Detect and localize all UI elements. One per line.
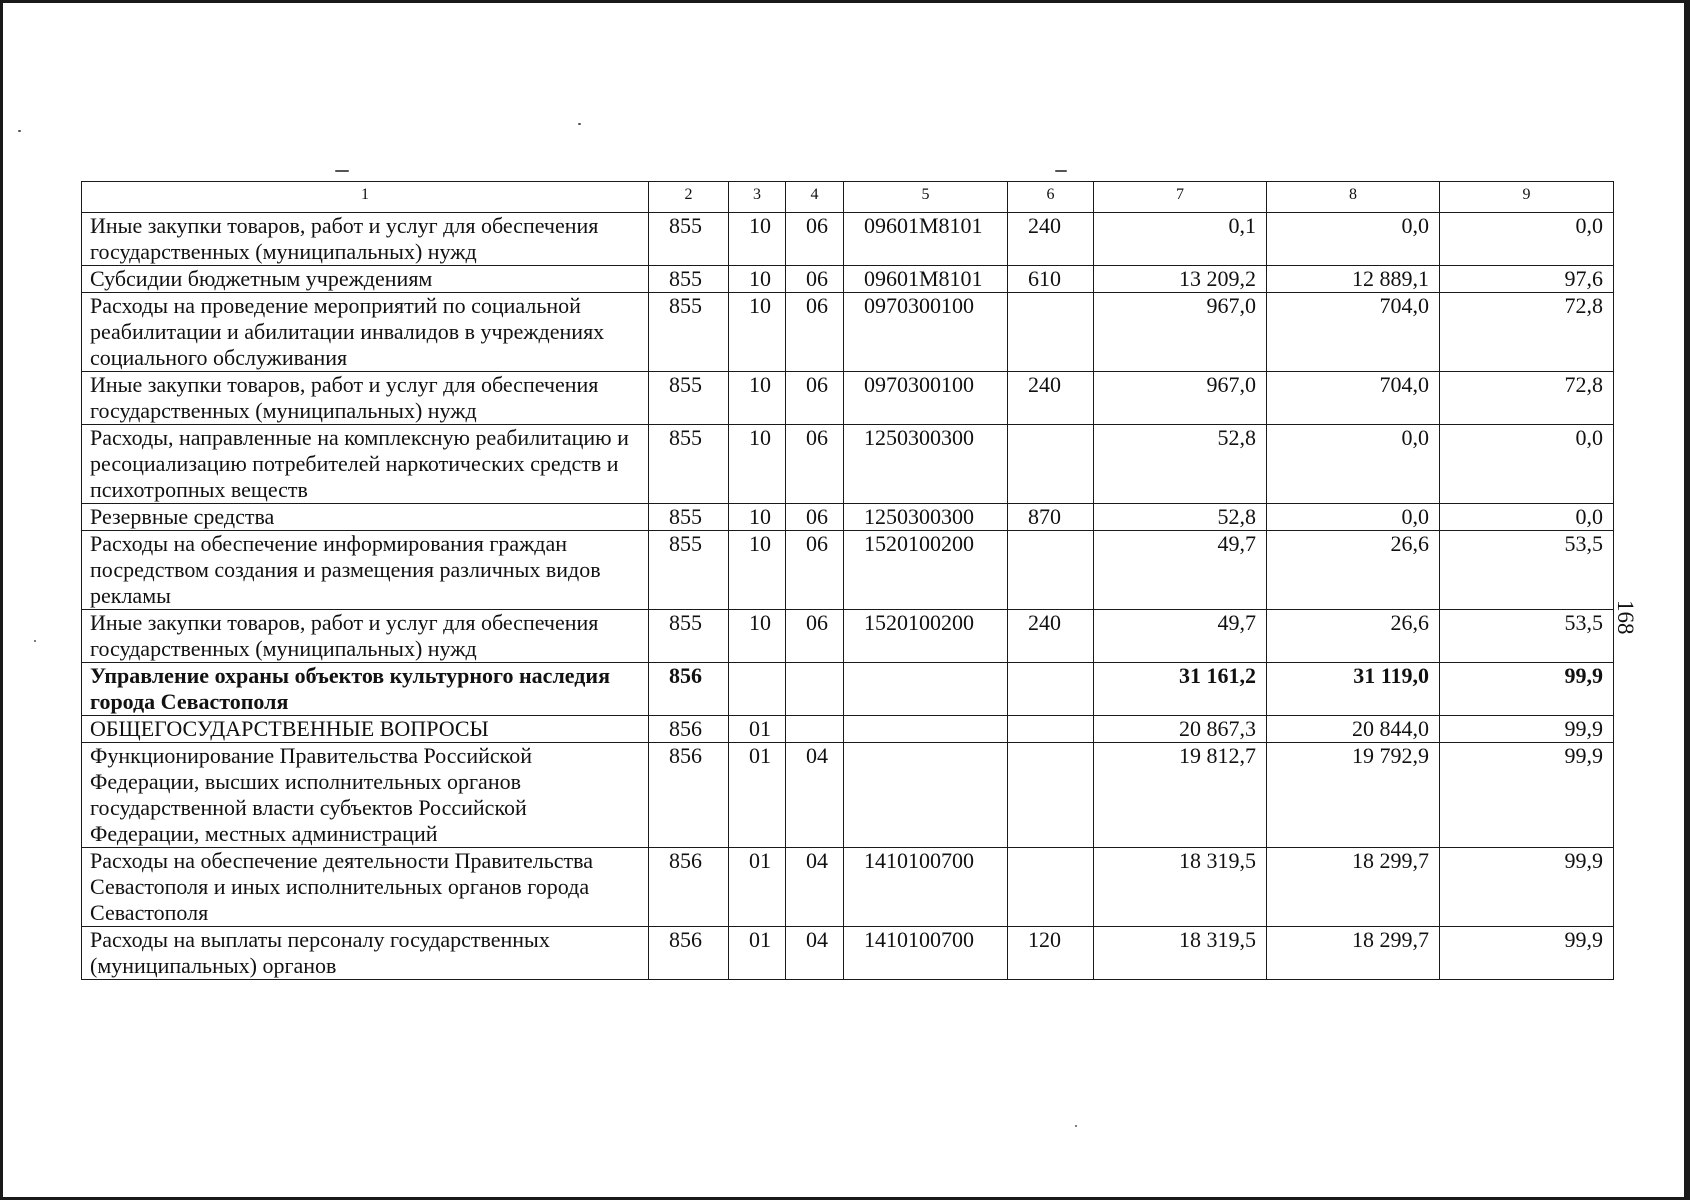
page-number: 168 — [1613, 600, 1638, 635]
target-article-cell — [844, 716, 1008, 743]
section-cell: 10 — [729, 372, 786, 425]
execution-percent-cell: 99,9 — [1440, 927, 1614, 980]
row-name-cell: Функционирование Правительства Российской Федерации, высших исполнительных органов государственной власти субъектов Российской Федерации, местных администраций — [82, 743, 649, 848]
expense-type-cell — [1008, 293, 1094, 372]
expense-type-cell: 240 — [1008, 213, 1094, 266]
planned-amount-cell: 52,8 — [1094, 504, 1267, 531]
column-header: 9 — [1440, 182, 1614, 213]
execution-percent-cell: 72,8 — [1440, 293, 1614, 372]
subsection-cell: 06 — [786, 610, 844, 663]
row-name-cell: Расходы, направленные на комплексную реабилитацию и ресоциализацию потребителей наркотических средств и психотропных веществ — [82, 425, 649, 504]
executed-amount-cell: 0,0 — [1267, 504, 1440, 531]
subsection-cell: 06 — [786, 531, 844, 610]
admin-code-cell: 856 — [649, 743, 729, 848]
column-header: 4 — [786, 182, 844, 213]
target-article-cell — [844, 663, 1008, 716]
expense-type-cell: 240 — [1008, 372, 1094, 425]
planned-amount-cell: 19 812,7 — [1094, 743, 1267, 848]
scan-speck — [1055, 170, 1067, 172]
execution-percent-cell: 99,9 — [1440, 663, 1614, 716]
execution-percent-cell: 72,8 — [1440, 372, 1614, 425]
scan-speck — [34, 640, 36, 642]
table-row — [82, 266, 1614, 293]
subsection-cell: 06 — [786, 372, 844, 425]
table-row — [82, 425, 1614, 504]
column-header: 5 — [844, 182, 1008, 213]
subsection-cell: 06 — [786, 293, 844, 372]
planned-amount-cell: 0,1 — [1094, 213, 1267, 266]
table-row — [82, 213, 1614, 266]
planned-amount-cell: 18 319,5 — [1094, 848, 1267, 927]
executed-amount-cell: 31 119,0 — [1267, 663, 1440, 716]
row-name-cell: Расходы на проведение мероприятий по социальной реабилитации и абилитации инвалидов в учреждениях социального обслуживания — [82, 293, 649, 372]
scan-speck — [18, 130, 21, 132]
section-cell: 10 — [729, 293, 786, 372]
target-article-cell — [844, 743, 1008, 848]
admin-code-cell: 855 — [649, 504, 729, 531]
row-name-cell: Иные закупки товаров, работ и услуг для обеспечения государственных (муниципальных) нужд — [82, 372, 649, 425]
expense-type-cell: 610 — [1008, 266, 1094, 293]
row-name-cell: Расходы на обеспечение деятельности Правительства Севастополя и иных исполнительных органов города Севастополя — [82, 848, 649, 927]
subsection-cell: 06 — [786, 213, 844, 266]
executed-amount-cell: 20 844,0 — [1267, 716, 1440, 743]
executed-amount-cell: 26,6 — [1267, 610, 1440, 663]
planned-amount-cell: 13 209,2 — [1094, 266, 1267, 293]
executed-amount-cell: 12 889,1 — [1267, 266, 1440, 293]
header-row — [82, 182, 1614, 213]
execution-percent-cell: 99,9 — [1440, 716, 1614, 743]
admin-code-cell: 855 — [649, 293, 729, 372]
execution-percent-cell: 53,5 — [1440, 531, 1614, 610]
subsection-cell: 04 — [786, 927, 844, 980]
section-cell: 01 — [729, 716, 786, 743]
section-cell: 01 — [729, 927, 786, 980]
expense-type-cell — [1008, 716, 1094, 743]
executed-amount-cell: 18 299,7 — [1267, 927, 1440, 980]
subsection-cell: 04 — [786, 848, 844, 927]
planned-amount-cell: 967,0 — [1094, 293, 1267, 372]
planned-amount-cell: 18 319,5 — [1094, 927, 1267, 980]
target-article-cell: 1520100200 — [844, 610, 1008, 663]
execution-percent-cell: 0,0 — [1440, 425, 1614, 504]
target-article-cell: 1250300300 — [844, 504, 1008, 531]
execution-percent-cell: 99,9 — [1440, 743, 1614, 848]
expense-type-cell — [1008, 531, 1094, 610]
row-name-cell: Резервные средства — [82, 504, 649, 531]
target-article-cell: 09601M8101 — [844, 266, 1008, 293]
expense-type-cell: 870 — [1008, 504, 1094, 531]
section-cell: 10 — [729, 425, 786, 504]
row-name-cell: Иные закупки товаров, работ и услуг для обеспечения государственных (муниципальных) нужд — [82, 213, 649, 266]
table-row — [82, 716, 1614, 743]
admin-code-cell: 855 — [649, 266, 729, 293]
admin-code-cell: 855 — [649, 531, 729, 610]
subsection-cell — [786, 663, 844, 716]
admin-code-cell: 856 — [649, 848, 729, 927]
planned-amount-cell: 49,7 — [1094, 610, 1267, 663]
executed-amount-cell: 0,0 — [1267, 425, 1440, 504]
table-row — [82, 372, 1614, 425]
section-cell: 01 — [729, 848, 786, 927]
planned-amount-cell: 31 161,2 — [1094, 663, 1267, 716]
section-cell: 01 — [729, 743, 786, 848]
target-article-cell: 0970300100 — [844, 293, 1008, 372]
table-row — [82, 293, 1614, 372]
scan-speck — [1075, 1125, 1077, 1127]
row-name-cell: Субсидии бюджетным учреждениям — [82, 266, 649, 293]
target-article-cell: 09601M8101 — [844, 213, 1008, 266]
admin-code-cell: 855 — [649, 213, 729, 266]
column-header: 3 — [729, 182, 786, 213]
scan-speck — [578, 123, 581, 125]
admin-code-cell: 855 — [649, 425, 729, 504]
subsection-cell — [786, 716, 844, 743]
column-header: 2 — [649, 182, 729, 213]
execution-percent-cell: 97,6 — [1440, 266, 1614, 293]
executed-amount-cell: 19 792,9 — [1267, 743, 1440, 848]
table-row — [82, 504, 1614, 531]
row-name-cell: Иные закупки товаров, работ и услуг для обеспечения государственных (муниципальных) нужд — [82, 610, 649, 663]
column-header: 8 — [1267, 182, 1440, 213]
table-row — [82, 927, 1614, 980]
section-cell — [729, 663, 786, 716]
planned-amount-cell: 52,8 — [1094, 425, 1267, 504]
table-row — [82, 848, 1614, 927]
expense-type-cell — [1008, 425, 1094, 504]
executed-amount-cell: 26,6 — [1267, 531, 1440, 610]
expense-type-cell — [1008, 663, 1094, 716]
column-header: 7 — [1094, 182, 1267, 213]
subsection-cell: 06 — [786, 266, 844, 293]
budget-table — [81, 181, 1614, 980]
admin-code-cell: 856 — [649, 716, 729, 743]
execution-percent-cell: 0,0 — [1440, 213, 1614, 266]
expense-type-cell — [1008, 743, 1094, 848]
executed-amount-cell: 18 299,7 — [1267, 848, 1440, 927]
execution-percent-cell: 99,9 — [1440, 848, 1614, 927]
column-header: 1 — [82, 182, 649, 213]
table-row — [82, 531, 1614, 610]
expense-type-cell: 120 — [1008, 927, 1094, 980]
execution-percent-cell: 0,0 — [1440, 504, 1614, 531]
subsection-cell: 06 — [786, 425, 844, 504]
section-cell: 10 — [729, 266, 786, 293]
table-row — [82, 610, 1614, 663]
column-header: 6 — [1008, 182, 1094, 213]
target-article-cell: 1250300300 — [844, 425, 1008, 504]
scan-speck — [335, 170, 349, 172]
target-article-cell: 1410100700 — [844, 848, 1008, 927]
section-cell: 10 — [729, 504, 786, 531]
admin-code-cell: 855 — [649, 610, 729, 663]
planned-amount-cell: 49,7 — [1094, 531, 1267, 610]
execution-percent-cell: 53,5 — [1440, 610, 1614, 663]
row-name-cell: Расходы на обеспечение информирования граждан посредством создания и размещения различных видов рекламы — [82, 531, 649, 610]
row-name-cell: Расходы на выплаты персоналу государственных (муниципальных) органов — [82, 927, 649, 980]
admin-code-cell: 856 — [649, 663, 729, 716]
planned-amount-cell: 967,0 — [1094, 372, 1267, 425]
admin-code-cell: 856 — [649, 927, 729, 980]
table-row — [82, 743, 1614, 848]
executed-amount-cell: 704,0 — [1267, 293, 1440, 372]
section-cell: 10 — [729, 610, 786, 663]
expense-type-cell — [1008, 848, 1094, 927]
section-cell: 10 — [729, 531, 786, 610]
executed-amount-cell: 0,0 — [1267, 213, 1440, 266]
admin-code-cell: 855 — [649, 372, 729, 425]
subsection-cell: 06 — [786, 504, 844, 531]
target-article-cell: 1520100200 — [844, 531, 1008, 610]
row-name-cell: ОБЩЕГОСУДАРСТВЕННЫЕ ВОПРОСЫ — [82, 716, 649, 743]
target-article-cell: 0970300100 — [844, 372, 1008, 425]
target-article-cell: 1410100700 — [844, 927, 1008, 980]
table-row — [82, 663, 1614, 716]
row-name-cell: Управление охраны объектов культурного наследия города Севастополя — [82, 663, 649, 716]
executed-amount-cell: 704,0 — [1267, 372, 1440, 425]
section-cell: 10 — [729, 213, 786, 266]
planned-amount-cell: 20 867,3 — [1094, 716, 1267, 743]
subsection-cell: 04 — [786, 743, 844, 848]
expense-type-cell: 240 — [1008, 610, 1094, 663]
